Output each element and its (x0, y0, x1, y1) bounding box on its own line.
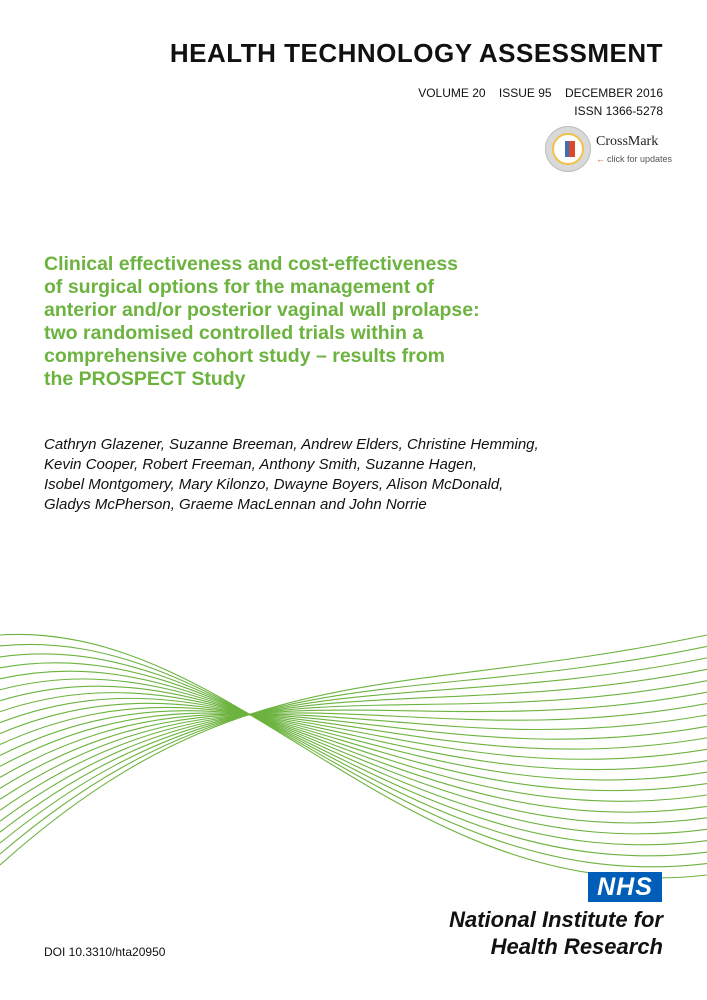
wave-line (0, 692, 707, 810)
wave-line (0, 644, 707, 866)
author-line: Cathryn Glazener, Suzanne Breeman, Andrew Elders, Christine Hemming, (44, 436, 539, 453)
wave-line (0, 635, 707, 865)
institute-line: National Institute for (449, 907, 663, 932)
author-line: Kevin Cooper, Robert Freeman, Anthony Smith, Suzanne Hagen, (44, 456, 478, 473)
title-line: comprehensive cohort study – results from (44, 345, 445, 367)
wave-line (0, 714, 707, 777)
title-line: anterior and/or posterior vaginal wall prolapse: (44, 299, 480, 321)
title-line: two randomised controlled trials within a (44, 322, 424, 344)
wave-line (0, 654, 707, 856)
title-line: the PROSPECT Study (44, 368, 246, 390)
crossmark-label: CrossMark (596, 134, 659, 149)
journal-title: HEALTH TECHNOLOGY ASSESSMENT (169, 38, 663, 68)
author-line: Gladys McPherson, Graeme MacLennan and John Norrie (44, 496, 427, 513)
decorative-waves (0, 600, 707, 900)
institute-name (449, 906, 663, 960)
crossmark-logo-icon (545, 126, 591, 172)
crossmark-sublabel: ← click for updates (596, 154, 673, 164)
date-label: DECEMBER 2016 (564, 86, 663, 100)
issue-label: ISSUE 95 (498, 86, 552, 100)
doi-label: DOI 10.3310/hta20950 (44, 945, 166, 959)
title-line: Clinical effectiveness and cost-effectiveness (44, 253, 459, 275)
wave-line (0, 693, 707, 802)
institute-line: Health Research (490, 934, 663, 959)
issn-label: ISSN 1366-5278 (574, 104, 663, 118)
issue-info (408, 86, 663, 100)
volume-label: VOLUME 20 (418, 86, 486, 100)
author-list (44, 435, 644, 515)
report-title (44, 253, 564, 391)
title-line: of surgical options for the management of (44, 276, 435, 298)
arrow-left-icon: ← (596, 154, 605, 164)
wave-line (0, 704, 707, 800)
author-line: Isobel Montgomery, Mary Kilonzo, Dwayne Boyers, Alison McDonald, (44, 476, 504, 493)
nhs-logo: NHS (588, 872, 662, 902)
wave-line (0, 663, 707, 845)
crossmark-button[interactable] (545, 126, 673, 174)
